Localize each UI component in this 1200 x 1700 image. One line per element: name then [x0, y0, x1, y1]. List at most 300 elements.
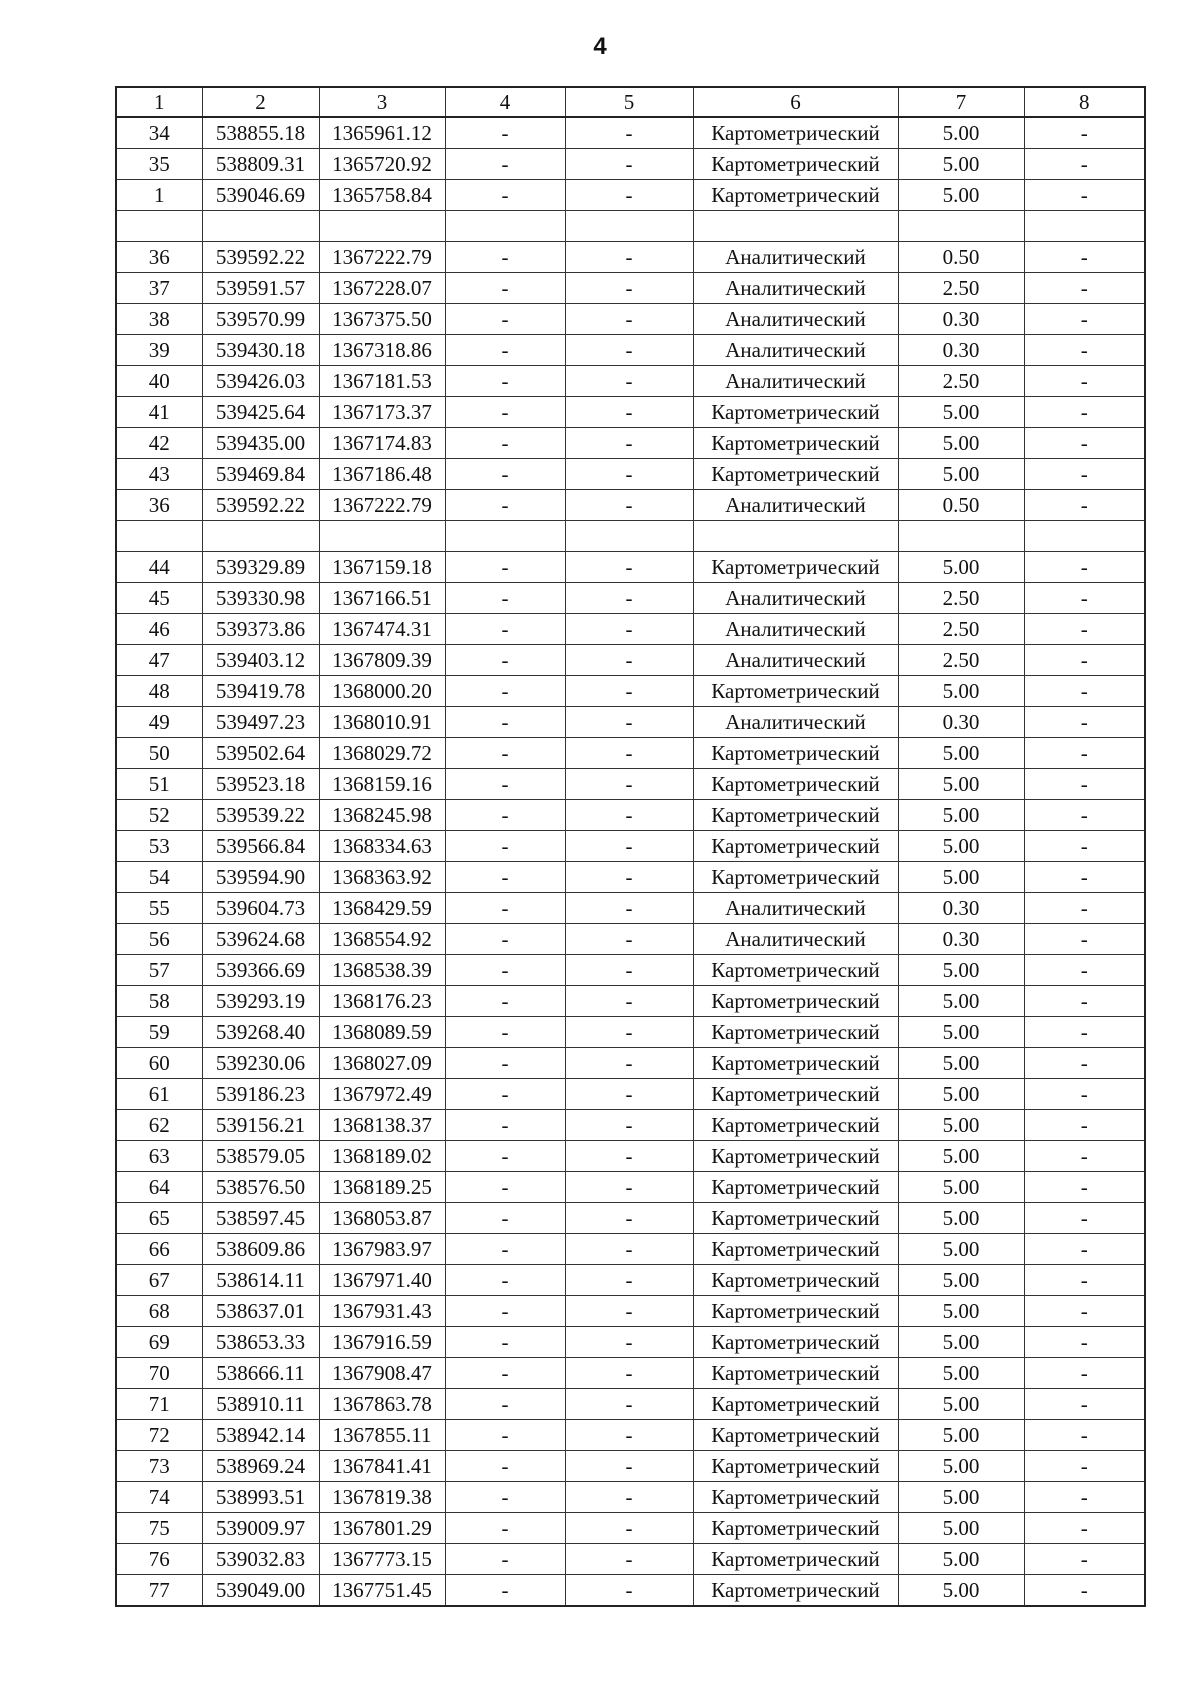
table-cell: 1365758.84 — [319, 180, 445, 211]
table-row — [116, 1265, 1145, 1296]
table-cell: 539049.00 — [202, 1575, 319, 1607]
table-cell: - — [445, 1110, 565, 1141]
table-cell: 1368089.59 — [319, 1017, 445, 1048]
table-cell: 71 — [116, 1389, 202, 1420]
table-cell: 1368138.37 — [319, 1110, 445, 1141]
table-cell: Картометрический — [693, 117, 898, 149]
table-row — [116, 645, 1145, 676]
table-cell: - — [1024, 304, 1145, 335]
table-cell: - — [565, 397, 693, 428]
table-cell — [693, 521, 898, 552]
table-row — [116, 800, 1145, 831]
column-header: 5 — [565, 87, 693, 117]
table-cell: 538609.86 — [202, 1234, 319, 1265]
table-cell: 52 — [116, 800, 202, 831]
table-row — [116, 769, 1145, 800]
table-row — [116, 1513, 1145, 1544]
table-cell: 2.50 — [898, 614, 1024, 645]
table-cell: 69 — [116, 1327, 202, 1358]
table-cell: 5.00 — [898, 1575, 1024, 1607]
table-cell: Аналитический — [693, 366, 898, 397]
table-cell: 5.00 — [898, 986, 1024, 1017]
table-cell: - — [565, 304, 693, 335]
column-header: 2 — [202, 87, 319, 117]
table-cell: - — [565, 335, 693, 366]
table-cell: Картометрический — [693, 1141, 898, 1172]
table-cell: 41 — [116, 397, 202, 428]
table-cell: 39 — [116, 335, 202, 366]
table-cell: 70 — [116, 1358, 202, 1389]
table-cell: 61 — [116, 1079, 202, 1110]
table-cell: 1368245.98 — [319, 800, 445, 831]
table-cell: - — [445, 459, 565, 490]
table-row — [116, 428, 1145, 459]
table-row — [116, 552, 1145, 583]
table-cell: Картометрический — [693, 1296, 898, 1327]
table-cell: 5.00 — [898, 862, 1024, 893]
table-cell: 5.00 — [898, 459, 1024, 490]
table-row — [116, 397, 1145, 428]
table-cell: 63 — [116, 1141, 202, 1172]
table-cell: - — [445, 614, 565, 645]
table-cell: 5.00 — [898, 800, 1024, 831]
table-cell: - — [445, 1420, 565, 1451]
table-cell: Картометрический — [693, 862, 898, 893]
table-row — [116, 738, 1145, 769]
table-cell: - — [445, 1389, 565, 1420]
table-cell: 1368429.59 — [319, 893, 445, 924]
table-cell: 76 — [116, 1544, 202, 1575]
table-cell: - — [445, 707, 565, 738]
table-cell: - — [445, 1172, 565, 1203]
table-row — [116, 955, 1145, 986]
column-header: 8 — [1024, 87, 1145, 117]
table-cell: - — [1024, 738, 1145, 769]
table-cell: 5.00 — [898, 1048, 1024, 1079]
table-cell: 5.00 — [898, 738, 1024, 769]
table-cell: Аналитический — [693, 335, 898, 366]
table-cell: - — [1024, 180, 1145, 211]
table-row — [116, 1389, 1145, 1420]
table-cell: - — [445, 800, 565, 831]
table-cell: 74 — [116, 1482, 202, 1513]
table-cell: 5.00 — [898, 1327, 1024, 1358]
table-cell: - — [1024, 552, 1145, 583]
table-cell: 5.00 — [898, 676, 1024, 707]
table-cell: 538910.11 — [202, 1389, 319, 1420]
table-cell: 0.30 — [898, 893, 1024, 924]
table-cell: - — [1024, 1079, 1145, 1110]
table-cell: Аналитический — [693, 490, 898, 521]
table-cell: - — [1024, 459, 1145, 490]
table-cell: Картометрический — [693, 800, 898, 831]
table-header-row — [116, 87, 1145, 117]
table-cell: Аналитический — [693, 583, 898, 614]
table-cell: Картометрический — [693, 1420, 898, 1451]
table-cell: 66 — [116, 1234, 202, 1265]
column-header: 4 — [445, 87, 565, 117]
table-cell: - — [445, 1141, 565, 1172]
table-cell: - — [445, 1544, 565, 1575]
table-cell: - — [1024, 1017, 1145, 1048]
table-cell: - — [565, 1358, 693, 1389]
table-cell: 0.50 — [898, 242, 1024, 273]
table-cell: - — [445, 738, 565, 769]
table-row — [116, 1141, 1145, 1172]
table-cell: 539604.73 — [202, 893, 319, 924]
table-cell: 1367983.97 — [319, 1234, 445, 1265]
table-row — [116, 1544, 1145, 1575]
column-header: 6 — [693, 87, 898, 117]
table-cell: 1367916.59 — [319, 1327, 445, 1358]
table-cell — [445, 211, 565, 242]
table-cell: 1368010.91 — [319, 707, 445, 738]
table-cell: - — [445, 1079, 565, 1110]
table-cell: 539435.00 — [202, 428, 319, 459]
column-header: 3 — [319, 87, 445, 117]
table-cell: 539425.64 — [202, 397, 319, 428]
table-cell: 1367819.38 — [319, 1482, 445, 1513]
table-row — [116, 149, 1145, 180]
table-cell: 1368189.02 — [319, 1141, 445, 1172]
table-cell — [116, 211, 202, 242]
table-cell: 1368538.39 — [319, 955, 445, 986]
table-cell: 48 — [116, 676, 202, 707]
table-cell: 1365961.12 — [319, 117, 445, 149]
table-cell: 539592.22 — [202, 242, 319, 273]
table-cell: 1367318.86 — [319, 335, 445, 366]
table-cell: 539430.18 — [202, 335, 319, 366]
table-cell: 1367801.29 — [319, 1513, 445, 1544]
table-cell: - — [1024, 1048, 1145, 1079]
table-cell: - — [1024, 1451, 1145, 1482]
table-cell: - — [565, 366, 693, 397]
table-body — [116, 117, 1145, 1606]
table-cell: - — [1024, 149, 1145, 180]
table-cell: - — [445, 1513, 565, 1544]
table-cell: 67 — [116, 1265, 202, 1296]
table-cell: Картометрический — [693, 1513, 898, 1544]
table-row — [116, 180, 1145, 211]
table-cell: Картометрический — [693, 428, 898, 459]
table-cell: 60 — [116, 1048, 202, 1079]
table-cell: 539591.57 — [202, 273, 319, 304]
table-cell: - — [1024, 1172, 1145, 1203]
table-cell: - — [1024, 335, 1145, 366]
table-row — [116, 490, 1145, 521]
table-cell: - — [565, 583, 693, 614]
table-row — [116, 366, 1145, 397]
table-cell: - — [1024, 428, 1145, 459]
table-cell: - — [565, 273, 693, 304]
table-cell: - — [1024, 1544, 1145, 1575]
table-cell: 1368176.23 — [319, 986, 445, 1017]
table-cell: 5.00 — [898, 1451, 1024, 1482]
table-cell: - — [1024, 955, 1145, 986]
table-cell: 5.00 — [898, 1420, 1024, 1451]
table-cell: 538579.05 — [202, 1141, 319, 1172]
table-cell: 539293.19 — [202, 986, 319, 1017]
table-cell: 51 — [116, 769, 202, 800]
table-cell: 0.30 — [898, 335, 1024, 366]
table-cell: 538969.24 — [202, 1451, 319, 1482]
table-cell: - — [445, 1358, 565, 1389]
table-cell: 53 — [116, 831, 202, 862]
table-cell: 49 — [116, 707, 202, 738]
table-cell: - — [1024, 831, 1145, 862]
table-cell: 1368053.87 — [319, 1203, 445, 1234]
table-cell: 62 — [116, 1110, 202, 1141]
table-cell: Аналитический — [693, 924, 898, 955]
table-cell: - — [1024, 1265, 1145, 1296]
table-cell: 2.50 — [898, 273, 1024, 304]
table-cell: Картометрический — [693, 1079, 898, 1110]
table-cell: 539523.18 — [202, 769, 319, 800]
table-cell: 1365720.92 — [319, 149, 445, 180]
table-cell: - — [445, 583, 565, 614]
table-cell: 59 — [116, 1017, 202, 1048]
table-cell: 538614.11 — [202, 1265, 319, 1296]
table-cell: 5.00 — [898, 1513, 1024, 1544]
table-cell: 55 — [116, 893, 202, 924]
table-cell: - — [1024, 1513, 1145, 1544]
table-cell: 1367474.31 — [319, 614, 445, 645]
table-cell: - — [565, 428, 693, 459]
table-cell: 1367751.45 — [319, 1575, 445, 1607]
table-cell: - — [565, 1544, 693, 1575]
table-cell: 36 — [116, 242, 202, 273]
table-cell: - — [445, 645, 565, 676]
table-cell: 1367908.47 — [319, 1358, 445, 1389]
table-cell: 539186.23 — [202, 1079, 319, 1110]
table-cell: - — [445, 552, 565, 583]
table-cell: 2.50 — [898, 366, 1024, 397]
table-cell: - — [565, 180, 693, 211]
table-cell: Картометрический — [693, 1482, 898, 1513]
table-cell: - — [565, 1141, 693, 1172]
table-row — [116, 1327, 1145, 1358]
table-cell: - — [1024, 490, 1145, 521]
table-cell: 56 — [116, 924, 202, 955]
table-cell: - — [1024, 1389, 1145, 1420]
table-cell: 539539.22 — [202, 800, 319, 831]
table-cell: 64 — [116, 1172, 202, 1203]
table-row — [116, 1203, 1145, 1234]
table-cell: Картометрический — [693, 1017, 898, 1048]
table-cell: 539373.86 — [202, 614, 319, 645]
table-cell: - — [1024, 1141, 1145, 1172]
table-row — [116, 1296, 1145, 1327]
table-cell — [565, 521, 693, 552]
table-cell: 40 — [116, 366, 202, 397]
table-cell: - — [565, 645, 693, 676]
column-header: 1 — [116, 87, 202, 117]
table-cell: 5.00 — [898, 1482, 1024, 1513]
table-cell: Картометрический — [693, 986, 898, 1017]
table-row — [116, 304, 1145, 335]
table-cell: 538855.18 — [202, 117, 319, 149]
table-cell: Картометрический — [693, 955, 898, 986]
table-row — [116, 1234, 1145, 1265]
table-cell: - — [1024, 1482, 1145, 1513]
table-cell — [898, 521, 1024, 552]
table-cell: 539032.83 — [202, 1544, 319, 1575]
table-cell: - — [445, 1296, 565, 1327]
table-cell: - — [445, 986, 565, 1017]
table-cell — [202, 211, 319, 242]
table-cell: 539426.03 — [202, 366, 319, 397]
table-cell: Картометрический — [693, 1234, 898, 1265]
table-cell: - — [445, 1265, 565, 1296]
table-cell: Аналитический — [693, 893, 898, 924]
table-cell — [445, 521, 565, 552]
table-cell: 57 — [116, 955, 202, 986]
table-cell: 1367159.18 — [319, 552, 445, 583]
table-cell: Картометрический — [693, 180, 898, 211]
table-cell: 539230.06 — [202, 1048, 319, 1079]
table-cell: 43 — [116, 459, 202, 490]
table-row — [116, 986, 1145, 1017]
table-cell: - — [1024, 1327, 1145, 1358]
table-cell: 539329.89 — [202, 552, 319, 583]
table-cell — [693, 211, 898, 242]
table-cell — [565, 211, 693, 242]
table-cell: - — [1024, 242, 1145, 273]
table-cell: 5.00 — [898, 180, 1024, 211]
table-cell — [319, 211, 445, 242]
table-cell: 538942.14 — [202, 1420, 319, 1451]
table-cell: - — [565, 893, 693, 924]
table-cell: Картометрический — [693, 676, 898, 707]
table-cell: 539594.90 — [202, 862, 319, 893]
table-cell: - — [565, 738, 693, 769]
table-cell: 5.00 — [898, 149, 1024, 180]
table-cell: 73 — [116, 1451, 202, 1482]
table-cell: - — [445, 1234, 565, 1265]
table-cell: - — [445, 1017, 565, 1048]
table-cell: 5.00 — [898, 1203, 1024, 1234]
table-cell: - — [445, 490, 565, 521]
table-cell: 5.00 — [898, 1110, 1024, 1141]
table-cell: 5.00 — [898, 397, 1024, 428]
table-cell: - — [1024, 366, 1145, 397]
coordinates-table — [115, 86, 1146, 1607]
table-cell: 539624.68 — [202, 924, 319, 955]
table-cell: - — [1024, 986, 1145, 1017]
table-cell — [898, 211, 1024, 242]
table-cell: - — [445, 924, 565, 955]
table-cell: - — [565, 242, 693, 273]
table-cell: 539009.97 — [202, 1513, 319, 1544]
table-row — [116, 676, 1145, 707]
table-cell: 45 — [116, 583, 202, 614]
table-cell: 538597.45 — [202, 1203, 319, 1234]
table-cell: 44 — [116, 552, 202, 583]
table-cell: 5.00 — [898, 955, 1024, 986]
table-cell: - — [1024, 583, 1145, 614]
table-cell: - — [445, 955, 565, 986]
table-cell: - — [565, 862, 693, 893]
table-cell: 1367375.50 — [319, 304, 445, 335]
table-cell: - — [445, 273, 565, 304]
table-cell: Аналитический — [693, 614, 898, 645]
table-cell: 5.00 — [898, 552, 1024, 583]
table-row — [116, 707, 1145, 738]
table-cell: 5.00 — [898, 1544, 1024, 1575]
table-cell: 0.30 — [898, 304, 1024, 335]
table-cell: Картометрический — [693, 738, 898, 769]
table-cell: - — [445, 117, 565, 149]
table-cell: - — [445, 1451, 565, 1482]
table-cell: 539570.99 — [202, 304, 319, 335]
table-row — [116, 242, 1145, 273]
table-row — [116, 1017, 1145, 1048]
table-cell: 1368027.09 — [319, 1048, 445, 1079]
table-cell: 36 — [116, 490, 202, 521]
table-cell: 1367173.37 — [319, 397, 445, 428]
table-cell: 58 — [116, 986, 202, 1017]
table-cell: 0.50 — [898, 490, 1024, 521]
table-cell: 539502.64 — [202, 738, 319, 769]
table-cell: 2.50 — [898, 583, 1024, 614]
table-cell: 2.50 — [898, 645, 1024, 676]
table-cell: 1 — [116, 180, 202, 211]
table-cell: - — [1024, 397, 1145, 428]
table-cell: Аналитический — [693, 645, 898, 676]
table-cell: - — [445, 862, 565, 893]
table-cell: 1367166.51 — [319, 583, 445, 614]
table-cell: - — [565, 986, 693, 1017]
table-cell: - — [445, 1327, 565, 1358]
table-cell: - — [1024, 924, 1145, 955]
table-cell: - — [1024, 707, 1145, 738]
table-cell: Картометрический — [693, 1265, 898, 1296]
table-cell: 1368334.63 — [319, 831, 445, 862]
table-row — [116, 1451, 1145, 1482]
table-cell: 5.00 — [898, 1017, 1024, 1048]
table-row-separator — [116, 211, 1145, 242]
table-cell: - — [1024, 1234, 1145, 1265]
table-cell: - — [565, 955, 693, 986]
table-cell: - — [565, 800, 693, 831]
table-cell: - — [565, 707, 693, 738]
table-row — [116, 273, 1145, 304]
table-cell: 539268.40 — [202, 1017, 319, 1048]
table-cell: Аналитический — [693, 304, 898, 335]
table-cell: 538576.50 — [202, 1172, 319, 1203]
table-cell: 1367841.41 — [319, 1451, 445, 1482]
table-cell: Картометрический — [693, 1172, 898, 1203]
table-cell: 1367773.15 — [319, 1544, 445, 1575]
table-cell: 46 — [116, 614, 202, 645]
table-cell: 538809.31 — [202, 149, 319, 180]
table-cell: 538637.01 — [202, 1296, 319, 1327]
table-cell: 1367863.78 — [319, 1389, 445, 1420]
table-cell: 42 — [116, 428, 202, 459]
table-cell: Картометрический — [693, 1389, 898, 1420]
table-cell: - — [1024, 1203, 1145, 1234]
table-cell: - — [565, 1203, 693, 1234]
table-cell: - — [565, 1234, 693, 1265]
table-cell: 539046.69 — [202, 180, 319, 211]
table-row — [116, 831, 1145, 862]
table-row — [116, 459, 1145, 490]
table-cell: 539592.22 — [202, 490, 319, 521]
table-cell: 54 — [116, 862, 202, 893]
table-cell: 539469.84 — [202, 459, 319, 490]
table-cell: 1367809.39 — [319, 645, 445, 676]
table-cell: 539330.98 — [202, 583, 319, 614]
